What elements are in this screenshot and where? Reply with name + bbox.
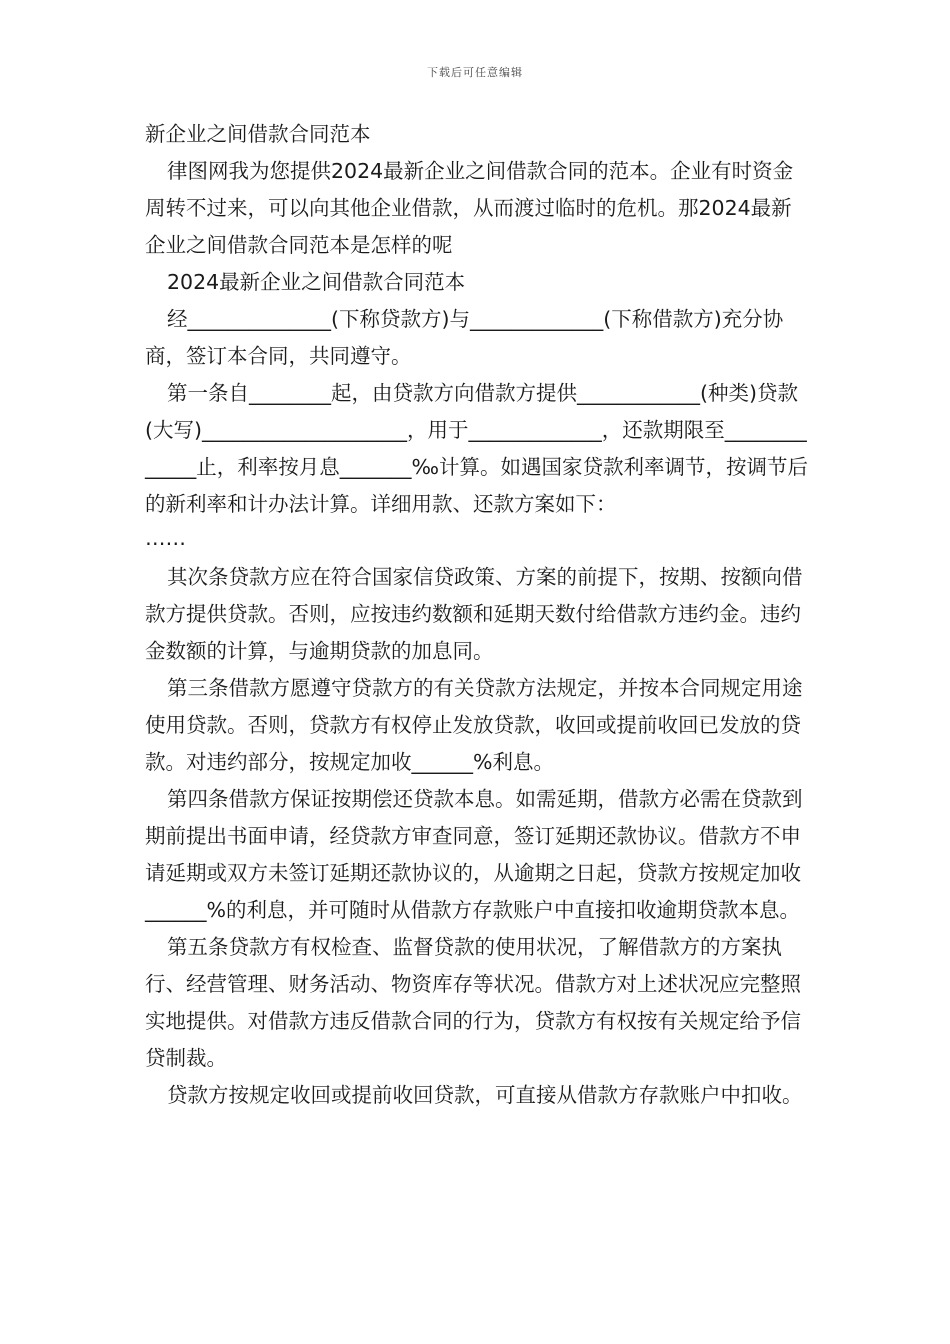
header-note: 下载后可任意编辑: [427, 66, 523, 79]
document-subtitle: 2024最新企业之间借款合同范本: [167, 270, 466, 294]
article-1-paragraph: 第一条自________起，由贷款方向借款方提供____________(种类)贷款(大写)____________________，用于_____________，还款期限至_____________止，利率按月息_______‰计算。如遇国家贷款利率调节，按调节后的新利率和计办法计算。详细用款、还款方案如下：: [145, 381, 809, 516]
document-body: [145, 116, 810, 1114]
ellipsis-line: ……: [145, 526, 186, 550]
article-3-paragraph: 第三条借款方愿遵守贷款方的有关贷款方法规定，并按本合同规定用途使用贷款。否则，贷款方有权停止发放贷款，收回或提前收回已发放的贷款。对违约部分，按规定加收______%利息。: [145, 676, 803, 774]
article-2-paragraph: 其次条贷款方应在符合国家信贷政策、方案的前提下，按期、按额向借款方提供贷款。否则，应按违约数额和延期天数付给借款方违约金。违约金数额的计算，与逾期贷款的加息同。: [145, 565, 803, 663]
recall-paragraph: 贷款方按规定收回或提前收回贷款，可直接从借款方存款账户中扣收。: [167, 1083, 803, 1107]
article-5-paragraph: 第五条贷款方有权检查、监督贷款的使用状况，了解借款方的方案执行、经营管理、财务活动、物资库存等状况。借款方对上述状况应完整照实地提供。对借款方违反借款合同的行为，贷款方有权按有关规定给予信贷制裁。: [145, 935, 801, 1070]
document-title: 新企业之间借款合同范本: [145, 122, 371, 146]
article-4-paragraph: 第四条借款方保证按期偿还贷款本息。如需延期，借款方必需在贷款到期前提出书面申请，经贷款方审查同意，签订延期还款协议。借款方不申请延期或双方未签订延期还款协议的，从逾期之日起，贷款方按规定加收______%的利息，并可随时从借款方存款账户中直接扣收逾期贷款本息。: [145, 787, 803, 922]
intro-paragraph: 律图网我为您提供2024最新企业之间借款合同的范本。企业有时资金周转不过来，可以向其他企业借款，从而渡过临时的危机。那2024最新企业之间借款合同范本是怎样的呢: [145, 159, 794, 257]
parties-paragraph: 经______________(下称贷款方)与_____________(下称借款方)充分协商，签订本合同，共同遵守。: [145, 307, 784, 368]
